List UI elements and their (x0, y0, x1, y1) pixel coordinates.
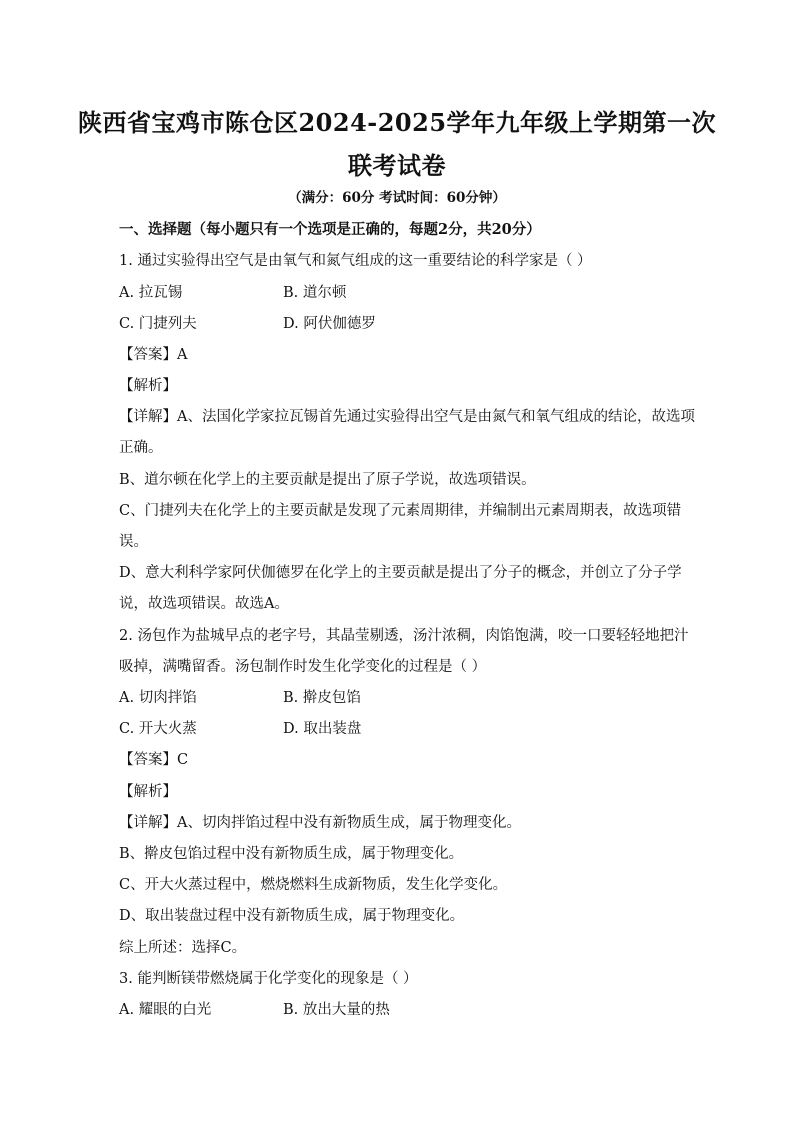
q1-stem: 1. 通过实验得出空气是由氧气和氮气组成的这一重要结论的科学家是（ ） (119, 253, 592, 269)
exam-info: （满分：60分 考试时间：60分钟） (288, 190, 506, 206)
q2-stem-line1: 2. 汤包作为盐城早点的老字号，其晶莹剔透，汤汁浓稠，肉馅饱满，咬一口要轻轻地把汁 (119, 628, 689, 644)
q2-stem-line2: 吸掉，满嘴留香。汤包制作时发生化学变化的过程是（ ） (119, 659, 487, 675)
page-title-line1: 陕西省宝鸡市陈仓区2024-2025学年九年级上学期第一次 (77, 108, 717, 137)
q1-answer: 【答案】A (119, 347, 188, 363)
q3-stem: 3. 能判断镁带燃烧属于化学变化的现象是（ ） (119, 971, 418, 987)
section-heading: 一、选择题（每小题只有一个选项是正确的，每题2分，共20分） (119, 221, 541, 238)
q1-option-a: A. 拉瓦锡 (119, 285, 183, 301)
q2-option-a: A. 切肉拌馅 (119, 690, 197, 706)
q3-option-a: A. 耀眼的白光 (119, 1002, 212, 1018)
q1-option-c-explanation-line1: C、门捷列夫在化学上的主要贡献是发现了元素周期律，并编制出元素周期表，故选项错 (119, 503, 682, 519)
q2-summary: 综上所述：选择C。 (119, 940, 247, 956)
q1-option-d: D. 阿伏伽德罗 (283, 316, 376, 332)
q1-option-d-explanation-line2: 说，故选项错误。故选A。 (119, 596, 289, 612)
q1-option-c: C. 门捷列夫 (119, 316, 197, 332)
q2-option-d-explanation: D、取出装盘过程中没有新物质生成，属于物理变化。 (119, 908, 465, 924)
q1-option-b-explanation: B、道尔顿在化学上的主要贡献是提出了原子学说，故选项错误。 (119, 472, 536, 488)
page-title-line2: 联考试卷 (348, 151, 446, 180)
q1-option-c-explanation-line2: 误。 (119, 534, 148, 550)
q2-answer: 【答案】C (119, 752, 189, 768)
q1-analysis-label: 【解析】 (119, 378, 177, 394)
q2-option-b-explanation: B、擀皮包馅过程中没有新物质生成，属于物理变化。 (119, 846, 464, 862)
q1-option-b: B. 道尔顿 (283, 285, 347, 301)
q1-option-d-explanation-line1: D、意大利科学家阿伏伽德罗在化学上的主要贡献是提出了分子的概念，并创立了分子学 (119, 565, 682, 581)
q1-detail-line2: 正确。 (119, 440, 163, 456)
q2-option-c-explanation: C、开大火蒸过程中，燃烧燃料生成新物质，发生化学变化。 (119, 877, 508, 893)
q2-detail: 【详解】A、切肉拌馅过程中没有新物质生成，属于物理变化。 (119, 815, 521, 831)
q2-option-c: C. 开大火蒸 (119, 721, 197, 737)
q2-analysis-label: 【解析】 (119, 784, 177, 800)
q1-detail-line1: 【详解】A、法国化学家拉瓦锡首先通过实验得出空气是由氮气和氧气组成的结论，故选项 (119, 409, 695, 425)
q3-option-b: B. 放出大量的热 (283, 1002, 390, 1018)
q2-option-b: B. 擀皮包馅 (283, 690, 361, 706)
q2-option-d: D. 取出装盘 (283, 721, 362, 737)
